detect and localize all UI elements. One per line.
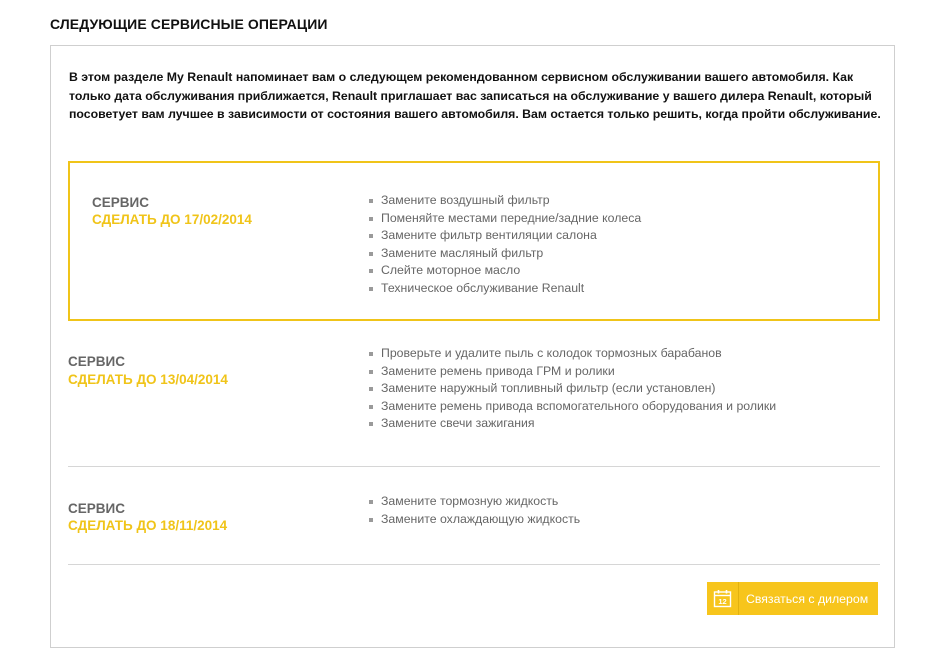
service-task: Замените фильтр вентиляции салона <box>369 227 641 245</box>
service-task: Поменяйте местами передние/задние колеса <box>369 210 641 228</box>
bullet-icon <box>369 518 373 522</box>
bullet-icon <box>369 234 373 238</box>
page-title: СЛЕДУЮЩИЕ СЕРВИСНЫЕ ОПЕРАЦИИ <box>50 16 328 32</box>
service-block-1 <box>68 161 880 321</box>
service-due-date: СДЕЛАТЬ ДО 18/11/2014 <box>68 518 228 533</box>
service-due-date: СДЕЛАТЬ ДО 13/04/2014 <box>68 372 228 387</box>
calendar-day-number: 12 <box>718 597 727 606</box>
service-block-3 <box>68 486 880 565</box>
bullet-icon <box>369 500 373 504</box>
service-task: Проверьте и удалите пыль с колодок тормозных барабанов <box>369 345 776 363</box>
service-task: Замените ремень привода вспомогательного оборудования и ролики <box>369 398 776 416</box>
bullet-icon <box>369 405 373 409</box>
service-task: Замените масляный фильтр <box>369 245 641 263</box>
bullet-icon <box>369 252 373 256</box>
service-task: Замените воздушный фильтр <box>369 192 641 210</box>
contact-dealer-label: Связаться с дилером <box>746 591 869 606</box>
service-task: Слейте моторное масло <box>369 262 641 280</box>
bullet-icon <box>369 422 373 426</box>
bullet-icon <box>369 387 373 391</box>
intro-text: В этом разделе My Renault напоминает вам о следующем рекомендованном сервисном обслуживании вашего автомобиля. Как только дата обслуживания приближается, Renault приглашает вас записаться на обслуживание у вашего дилера Renault, который посоветует вам лучшее в зависимости от состояния вашего автомобиля. Вам остается только решить, когда пройти обслуживание. <box>69 70 881 121</box>
bullet-icon <box>369 217 373 221</box>
service-label: СЕРВИС <box>92 195 149 210</box>
bullet-icon <box>369 269 373 273</box>
service-task-list <box>369 493 580 528</box>
service-task: Техническое обслуживание Renault <box>369 280 641 298</box>
service-label: СЕРВИС <box>68 501 125 516</box>
bullet-icon <box>369 370 373 374</box>
service-task: Замените тормозную жидкость <box>369 493 580 511</box>
bullet-icon <box>369 352 373 356</box>
service-label: СЕРВИС <box>68 354 125 369</box>
service-task: Замените ремень привода ГРМ и ролики <box>369 363 776 381</box>
service-panel <box>50 45 895 648</box>
service-task-list <box>369 345 776 433</box>
service-block-2 <box>68 339 880 467</box>
bullet-icon <box>369 199 373 203</box>
service-task: Замените наружный топливный фильтр (если установлен) <box>369 380 776 398</box>
service-task: Замените охлаждающую жидкость <box>369 511 580 529</box>
service-due-date: СДЕЛАТЬ ДО 17/02/2014 <box>92 212 252 227</box>
bullet-icon <box>369 287 373 291</box>
calendar-icon <box>707 582 739 615</box>
service-task: Замените свечи зажигания <box>369 415 776 433</box>
contact-dealer-button[interactable] <box>707 582 878 615</box>
service-task-list <box>369 192 641 298</box>
